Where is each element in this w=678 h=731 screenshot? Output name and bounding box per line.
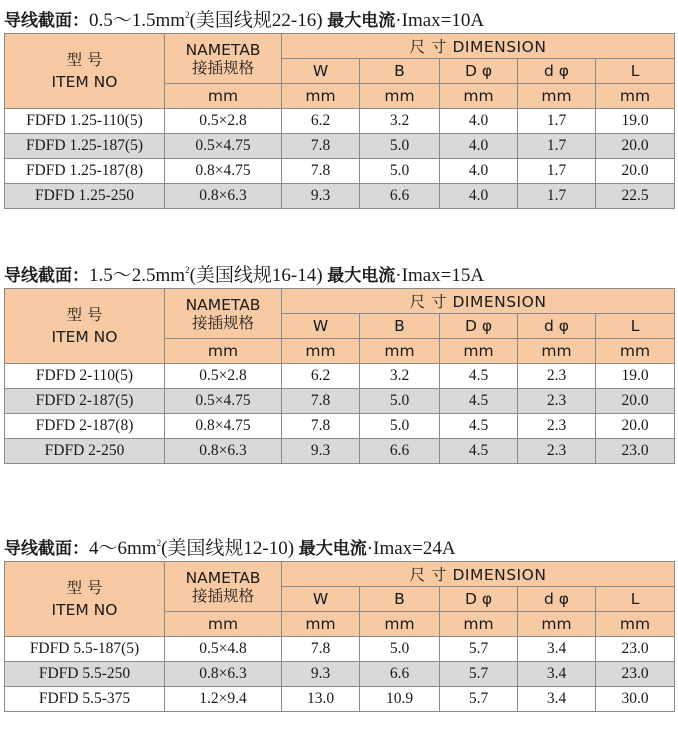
heading-range: 4～6mm bbox=[89, 538, 157, 559]
d-inner-cell: 1.7 bbox=[518, 184, 596, 209]
heading-current-label: 最大电流 bbox=[298, 539, 367, 559]
dimension-header: 尺 寸 DIMENSION bbox=[282, 562, 675, 587]
nametab-cell: 0.8×6.3 bbox=[165, 439, 282, 464]
heading-current-label: 最大电流 bbox=[327, 11, 396, 31]
heading-us-gauge: (美国线规22-16) bbox=[189, 10, 323, 31]
nametab-header-cn: 接插规格 bbox=[191, 586, 254, 605]
nametab-cell: 0.5×4.8 bbox=[165, 637, 282, 662]
nametab-header-en: NAMETAB bbox=[185, 295, 261, 314]
d-inner-cell: 2.3 bbox=[518, 439, 596, 464]
nametab-header bbox=[165, 562, 282, 612]
column-header: d φ bbox=[518, 587, 596, 612]
d-inner-cell: 2.3 bbox=[518, 414, 596, 439]
unit-cell: mm bbox=[596, 84, 675, 109]
item-no-cell: FDFD 1.25-187(8) bbox=[5, 159, 165, 184]
b-cell: 6.6 bbox=[360, 184, 440, 209]
spec-section bbox=[4, 255, 674, 464]
column-header: W bbox=[282, 587, 360, 612]
nametab-header-en: NAMETAB bbox=[185, 568, 261, 587]
header-row bbox=[5, 289, 675, 314]
heading-current: Imax=15A bbox=[401, 265, 485, 286]
heading-dot: · bbox=[395, 265, 402, 286]
heading-range: 1.5～2.5mm bbox=[89, 265, 186, 286]
heading-superscript: 2 bbox=[185, 265, 190, 275]
table-row bbox=[5, 389, 675, 414]
nametab-header-en: NAMETAB bbox=[185, 40, 261, 59]
item-header-cn: 型 号 bbox=[66, 51, 103, 69]
spec-table bbox=[4, 561, 675, 712]
item-header-cn: 型 号 bbox=[66, 579, 103, 597]
l-cell: 20.0 bbox=[596, 159, 675, 184]
unit-cell: mm bbox=[518, 84, 596, 109]
unit-cell: mm bbox=[165, 612, 282, 637]
column-header: L bbox=[596, 587, 675, 612]
item-no-cell: FDFD 1.25-110(5) bbox=[5, 109, 165, 134]
heading-range: 0.5～1.5mm bbox=[89, 10, 186, 31]
l-cell: 20.0 bbox=[596, 389, 675, 414]
w-cell: 7.8 bbox=[282, 637, 360, 662]
item-no-cell: FDFD 1.25-187(5) bbox=[5, 134, 165, 159]
heading-label: 导线截面： bbox=[4, 266, 89, 286]
l-cell: 30.0 bbox=[596, 687, 675, 712]
unit-cell: mm bbox=[360, 84, 440, 109]
item-no-cell: FDFD 2-110(5) bbox=[5, 364, 165, 389]
heading-superscript: 2 bbox=[185, 10, 190, 20]
table-row bbox=[5, 159, 675, 184]
d-inner-cell: 1.7 bbox=[518, 159, 596, 184]
nametab-cell: 0.8×4.75 bbox=[165, 159, 282, 184]
item-no-header bbox=[5, 289, 165, 364]
d-outer-cell: 5.7 bbox=[440, 662, 518, 687]
nametab-cell: 0.5×2.8 bbox=[165, 364, 282, 389]
column-header: D φ bbox=[440, 587, 518, 612]
item-no-cell: FDFD 2-187(5) bbox=[5, 389, 165, 414]
item-no-cell: FDFD 1.25-250 bbox=[5, 184, 165, 209]
column-header: D φ bbox=[440, 59, 518, 84]
table-row bbox=[5, 414, 675, 439]
d-inner-cell: 1.7 bbox=[518, 134, 596, 159]
d-outer-cell: 4.5 bbox=[440, 439, 518, 464]
unit-cell: mm bbox=[282, 84, 360, 109]
b-cell: 5.0 bbox=[360, 414, 440, 439]
column-header: W bbox=[282, 59, 360, 84]
b-cell: 5.0 bbox=[360, 637, 440, 662]
table-row bbox=[5, 439, 675, 464]
d-inner-cell: 3.4 bbox=[518, 662, 596, 687]
d-inner-cell: 3.4 bbox=[518, 687, 596, 712]
unit-cell: mm bbox=[165, 339, 282, 364]
unit-cell: mm bbox=[596, 612, 675, 637]
spec-section bbox=[4, 528, 674, 712]
heading-us-gauge: (美国线规16-14) bbox=[189, 265, 323, 286]
b-cell: 10.9 bbox=[360, 687, 440, 712]
section-heading bbox=[4, 0, 674, 30]
b-cell: 5.0 bbox=[360, 159, 440, 184]
item-header-cn: 型 号 bbox=[66, 306, 103, 324]
table-row bbox=[5, 637, 675, 662]
nametab-cell: 0.5×4.75 bbox=[165, 134, 282, 159]
item-no-header bbox=[5, 562, 165, 637]
l-cell: 19.0 bbox=[596, 109, 675, 134]
unit-cell: mm bbox=[440, 612, 518, 637]
l-cell: 19.0 bbox=[596, 364, 675, 389]
table-row bbox=[5, 134, 675, 159]
d-outer-cell: 4.5 bbox=[440, 364, 518, 389]
l-cell: 23.0 bbox=[596, 637, 675, 662]
header-row bbox=[5, 34, 675, 59]
d-inner-cell: 3.4 bbox=[518, 637, 596, 662]
item-header-en: ITEM NO bbox=[51, 601, 118, 619]
heading-label: 导线截面： bbox=[4, 11, 89, 31]
b-cell: 6.6 bbox=[360, 662, 440, 687]
nametab-header-cn: 接插规格 bbox=[191, 313, 254, 332]
d-outer-cell: 4.5 bbox=[440, 414, 518, 439]
table-row bbox=[5, 109, 675, 134]
l-cell: 20.0 bbox=[596, 414, 675, 439]
d-outer-cell: 4.0 bbox=[440, 109, 518, 134]
unit-cell: mm bbox=[440, 339, 518, 364]
heading-label: 导线截面： bbox=[4, 539, 89, 559]
l-cell: 23.0 bbox=[596, 662, 675, 687]
column-header: D φ bbox=[440, 314, 518, 339]
d-inner-cell: 2.3 bbox=[518, 389, 596, 414]
item-no-header bbox=[5, 34, 165, 109]
section-heading bbox=[4, 255, 674, 285]
heading-current: Imax=24A bbox=[373, 538, 456, 559]
unit-cell: mm bbox=[165, 84, 282, 109]
dimension-header: 尺 寸 DIMENSION bbox=[282, 289, 675, 314]
w-cell: 7.8 bbox=[282, 389, 360, 414]
l-cell: 22.5 bbox=[596, 184, 675, 209]
header-row bbox=[5, 562, 675, 587]
nametab-cell: 0.8×4.75 bbox=[165, 414, 282, 439]
l-cell: 20.0 bbox=[596, 134, 675, 159]
b-cell: 6.6 bbox=[360, 439, 440, 464]
column-header: d φ bbox=[518, 314, 596, 339]
nametab-cell: 0.8×6.3 bbox=[165, 184, 282, 209]
table-row bbox=[5, 184, 675, 209]
nametab-header bbox=[165, 289, 282, 339]
nametab-cell: 1.2×9.4 bbox=[165, 687, 282, 712]
heading-dot: · bbox=[366, 538, 374, 559]
w-cell: 6.2 bbox=[282, 109, 360, 134]
b-cell: 5.0 bbox=[360, 389, 440, 414]
table-row bbox=[5, 687, 675, 712]
w-cell: 9.3 bbox=[282, 184, 360, 209]
d-inner-cell: 1.7 bbox=[518, 109, 596, 134]
w-cell: 7.8 bbox=[282, 134, 360, 159]
item-no-cell: FDFD 2-187(8) bbox=[5, 414, 165, 439]
item-header-en: ITEM NO bbox=[51, 73, 118, 91]
section-heading bbox=[4, 528, 674, 558]
w-cell: 6.2 bbox=[282, 364, 360, 389]
w-cell: 9.3 bbox=[282, 662, 360, 687]
d-outer-cell: 4.5 bbox=[440, 389, 518, 414]
column-header: B bbox=[360, 59, 440, 84]
column-header: L bbox=[596, 59, 675, 84]
table-row bbox=[5, 662, 675, 687]
item-header-en: ITEM NO bbox=[51, 328, 118, 346]
column-header: d φ bbox=[518, 59, 596, 84]
w-cell: 7.8 bbox=[282, 414, 360, 439]
item-no-cell: FDFD 2-250 bbox=[5, 439, 165, 464]
unit-cell: mm bbox=[440, 84, 518, 109]
d-outer-cell: 4.0 bbox=[440, 159, 518, 184]
heading-current-label: 最大电流 bbox=[327, 266, 396, 286]
unit-cell: mm bbox=[360, 612, 440, 637]
item-no-cell: FDFD 5.5-375 bbox=[5, 687, 165, 712]
spec-table bbox=[4, 288, 675, 464]
w-cell: 13.0 bbox=[282, 687, 360, 712]
b-cell: 3.2 bbox=[360, 109, 440, 134]
table-row bbox=[5, 364, 675, 389]
nametab-cell: 0.5×4.75 bbox=[165, 389, 282, 414]
d-outer-cell: 5.7 bbox=[440, 687, 518, 712]
nametab-cell: 0.8×6.3 bbox=[165, 662, 282, 687]
spec-section bbox=[4, 0, 674, 209]
w-cell: 7.8 bbox=[282, 159, 360, 184]
w-cell: 9.3 bbox=[282, 439, 360, 464]
column-header: B bbox=[360, 587, 440, 612]
unit-cell: mm bbox=[518, 339, 596, 364]
unit-cell: mm bbox=[282, 612, 360, 637]
nametab-header bbox=[165, 34, 282, 84]
unit-cell: mm bbox=[596, 339, 675, 364]
d-inner-cell: 2.3 bbox=[518, 364, 596, 389]
b-cell: 5.0 bbox=[360, 134, 440, 159]
spec-table bbox=[4, 33, 675, 209]
item-no-cell: FDFD 5.5-187(5) bbox=[5, 637, 165, 662]
column-header: B bbox=[360, 314, 440, 339]
heading-current: Imax=10A bbox=[401, 10, 485, 31]
column-header: W bbox=[282, 314, 360, 339]
b-cell: 3.2 bbox=[360, 364, 440, 389]
item-no-cell: FDFD 5.5-250 bbox=[5, 662, 165, 687]
column-header: L bbox=[596, 314, 675, 339]
heading-superscript: 2 bbox=[156, 538, 162, 548]
unit-cell: mm bbox=[518, 612, 596, 637]
d-outer-cell: 4.0 bbox=[440, 184, 518, 209]
nametab-cell: 0.5×2.8 bbox=[165, 109, 282, 134]
dimension-header: 尺 寸 DIMENSION bbox=[282, 34, 675, 59]
d-outer-cell: 5.7 bbox=[440, 637, 518, 662]
d-outer-cell: 4.0 bbox=[440, 134, 518, 159]
nametab-header-cn: 接插规格 bbox=[191, 58, 254, 77]
unit-cell: mm bbox=[282, 339, 360, 364]
unit-cell: mm bbox=[360, 339, 440, 364]
heading-dot: · bbox=[395, 10, 402, 31]
l-cell: 23.0 bbox=[596, 439, 675, 464]
heading-us-gauge: (美国线规12-10) bbox=[161, 538, 295, 559]
